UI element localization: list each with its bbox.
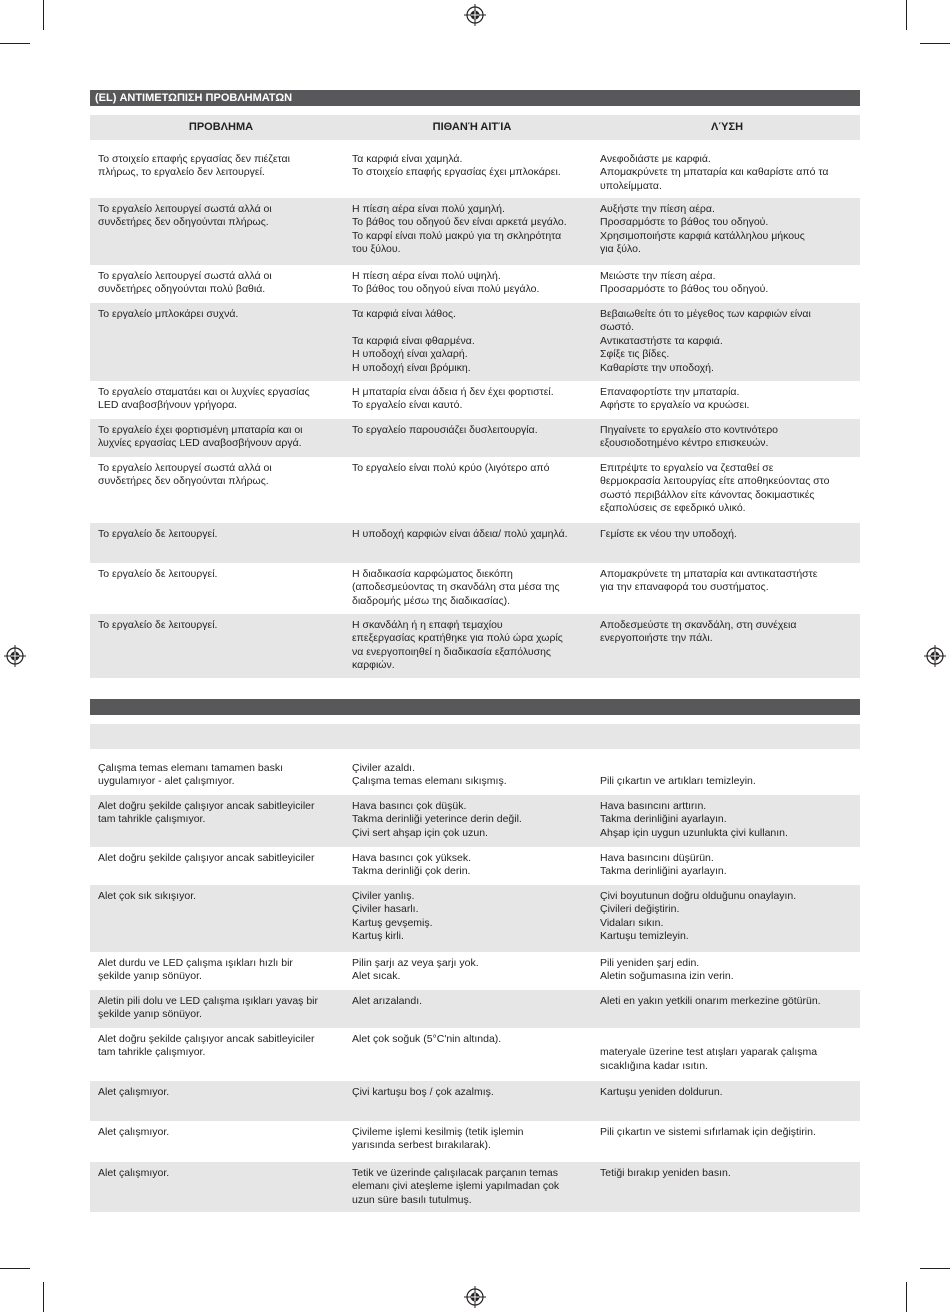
table-row [90, 1162, 860, 1212]
cell-line: Alet çalışmıyor. [98, 1126, 170, 1138]
problem-cell [90, 568, 344, 614]
crop-mark [920, 1268, 950, 1269]
cell-line: Alet çok soğuk (5°C'nin altında). [352, 1033, 502, 1045]
cell-line: uzun süre basılı tutulmuş. [352, 1193, 472, 1206]
cell-line: Hava basıncı çok yüksek. [352, 852, 472, 864]
cell-line: Μειώστε την πίεση αέρα. [600, 270, 716, 282]
cell-line: tam tahrikle çalışmıyor. [98, 1046, 206, 1059]
cell-line: Σφίξε τις βίδες. [600, 348, 670, 361]
solution-cell [592, 957, 860, 990]
table-row [90, 265, 860, 303]
cell-line: LED αναβοσβήνουν γρήγορα. [98, 399, 238, 412]
problem-cell [90, 308, 344, 381]
problem-cell [90, 619, 344, 678]
table-row [90, 198, 860, 265]
header-problem: ΠΡΟΒΛΗΜΑ [188, 121, 254, 133]
problem-cell [90, 528, 344, 563]
cell-line: Το βάθος του οδηγού είναι πολύ μεγάλο. [352, 283, 540, 296]
cell-line [352, 321, 592, 334]
cell-line: Η διαδικασία καρφώματος διεκόπη [352, 568, 513, 580]
table-header [90, 115, 860, 140]
problem-cell [90, 957, 344, 990]
cell-line: συνδετήρες δεν οδηγούνται πλήρως. [98, 475, 269, 488]
cell-line: Takma derinliği çok derin. [352, 865, 471, 878]
cause-cell [344, 762, 592, 795]
cell-line: Η υποδοχή καρφιών είναι άδεια/ πολύ χαμηλά. [352, 528, 568, 540]
cell-line: Alet çok sık sıkışıyor. [98, 890, 197, 902]
section-title [90, 699, 860, 715]
cause-cell [344, 528, 592, 563]
cell-line: Αφήστε το εργαλείο να κρυώσει. [600, 399, 750, 412]
cell-line: Αντικαταστήστε τα καρφιά. [600, 334, 723, 347]
cause-cell [344, 1033, 592, 1081]
solution-cell [592, 308, 860, 381]
solution-cell [592, 995, 860, 1028]
registration-mark-icon [464, 1286, 486, 1308]
table-row [90, 1121, 860, 1162]
problem-cell [90, 270, 344, 303]
cell-line: Çiviler hasarlı. [352, 903, 419, 916]
table-row [90, 795, 860, 847]
cell-line: Kartuş gevşemiş. [352, 916, 433, 929]
cell-line: Takma derinliğini ayarlayın. [600, 813, 727, 826]
solution-cell [592, 270, 860, 303]
cell-line: Το στοιχείο επαφής εργασίας δεν πιέζεται [98, 153, 290, 165]
cell-line: elemanı çivi ateşleme işlemi yapılmadan çok [352, 1180, 560, 1193]
problem-cell [90, 852, 344, 885]
registration-mark-icon [464, 4, 486, 26]
solution-cell [592, 800, 860, 847]
cell-line: Η πίεση αέρα είναι πολύ υψηλή. [352, 270, 501, 282]
cell-line: σωστό περιβάλλον είτε κάνοντας δοκιμαστικές [600, 488, 815, 501]
cell-line: συνδετήρες δεν οδηγούνται πλήρως. [98, 216, 269, 229]
crop-mark [0, 43, 30, 44]
header-solution: ΛΎΣΗ [710, 121, 744, 133]
cell-line: Takma derinliği yeterince derin değil. [352, 813, 522, 826]
cause-cell [344, 1126, 592, 1162]
cause-cell [344, 568, 592, 614]
cell-line: Το εργαλείο δε λειτουργεί. [98, 568, 218, 580]
crop-mark [906, 0, 907, 30]
cause-cell [344, 386, 592, 419]
cell-line: Aletin pili dolu ve LED çalışma ışıkları yavaş bir [98, 995, 319, 1007]
cause-cell [344, 800, 592, 847]
cell-line: Ahşap için uygun uzunlukta çivi kullanın. [600, 826, 788, 839]
problem-cell [90, 386, 344, 419]
cause-cell [344, 890, 592, 952]
problem-cell [90, 462, 344, 523]
cell-line: Kartuş kirli. [352, 930, 404, 943]
table-body [90, 148, 860, 678]
cell-line: να ενεργοποιηθεί η διαδικασία εξαπόλυσης [352, 645, 551, 658]
cell-line: Η σκανδάλη ή η επαφή τεμαχίου [352, 619, 503, 631]
registration-mark-icon [924, 645, 946, 667]
solution-cell [592, 386, 860, 419]
problem-cell [90, 800, 344, 847]
cell-line: εξαπολύσεις σε εφεδρικό υλικό. [600, 502, 746, 515]
table-row [90, 563, 860, 614]
cell-line: Το εργαλείο δε λειτουργεί. [98, 528, 218, 540]
cell-line: Προσαρμόστε το βάθος του οδηγού. [600, 216, 769, 229]
cause-cell [344, 308, 592, 381]
troubleshooting-section-el [90, 90, 860, 678]
cell-line: Pili çıkartın ve artıkları temizleyin. [600, 775, 756, 788]
cell-line: Το εργαλείο είναι καυτό. [352, 399, 463, 412]
cell-line: materyale üzerine test atışları yaparak çalışma [600, 1046, 818, 1059]
table-row [90, 952, 860, 990]
cell-line: Αυξήστε την πίεση αέρα. [600, 203, 715, 215]
cell-line: Η υποδοχή είναι χαλαρή. [352, 348, 468, 361]
cell-line: Το εργαλείο δε λειτουργεί. [98, 619, 218, 631]
cell-line: Çalışma temas elemanı tamamen baskı [98, 762, 283, 774]
cell-line: Το εργαλείο λειτουργεί σωστά αλλά οι [98, 270, 272, 282]
header-solution [592, 724, 860, 749]
cell-line: Hava basıncını arttırın. [600, 800, 707, 812]
cell-line: υπολείμματα. [600, 179, 662, 192]
cell-line: Hava basıncını düşürün. [600, 852, 714, 864]
solution-cell [592, 1126, 860, 1162]
table-row [90, 457, 860, 523]
cell-line: Το εργαλείο λειτουργεί σωστά αλλά οι [98, 462, 272, 474]
cell-line: λυχνίες εργασίας LED αναβοσβήνουν αργά. [98, 437, 302, 450]
solution-cell [592, 762, 860, 795]
cause-cell [344, 957, 592, 990]
cell-line: για την επαναφορά του συστήματος. [600, 581, 769, 594]
solution-cell [592, 852, 860, 885]
cell-line: Çalışma temas elemanı sıkışmış. [352, 775, 507, 788]
cell-line: Pilin şarjı az veya şarjı yok. [352, 957, 479, 969]
cell-line: εξουσιοδοτημένο κέντρο επισκευών. [600, 437, 769, 450]
cell-line: Γεμίστε εκ νέου την υποδοχή. [600, 528, 737, 540]
header-cause [344, 724, 592, 749]
table-row [90, 614, 860, 678]
solution-cell [592, 1033, 860, 1081]
cell-line: Τα καρφιά είναι λάθος. [352, 308, 456, 320]
cell-line: διαδρομής μέσω της διαδικασίας). [352, 594, 511, 607]
cell-line: Pili çıkartın ve sistemi sıfırlamak için değiştirin. [600, 1126, 816, 1138]
table-row [90, 757, 860, 795]
cell-line: Alet doğru şekilde çalışıyor ancak sabitleyiciler [98, 1033, 315, 1045]
problem-cell [90, 424, 344, 457]
cell-line: Το στοιχείο επαφής εργασίας έχει μπλοκάρει. [352, 166, 561, 179]
cause-cell [344, 1167, 592, 1212]
cell-line: θερμοκρασία λειτουργίας είτε αποθηκεύοντας στο [600, 475, 830, 488]
cell-line: Kartuşu temizleyin. [600, 930, 689, 943]
cell-line: Το βάθος του οδηγού δεν είναι αρκετά μεγάλο. [352, 216, 567, 229]
cell-line: Alet durdu ve LED çalışma ışıkları hızlı bir [98, 957, 293, 969]
cell-line: Αποδεσμεύστε τη σκανδάλη, στη συνέχεια [600, 619, 797, 631]
cell-line: Επαναφορτίστε την μπαταρία. [600, 386, 740, 398]
crop-mark [43, 1282, 44, 1312]
problem-cell [90, 762, 344, 795]
cell-line: Takma derinliğini ayarlayın. [600, 865, 727, 878]
table-row [90, 523, 860, 563]
cell-line: Alet doğru şekilde çalışıyor ancak sabitleyiciler [98, 852, 315, 864]
cell-line: πλήρως, το εργαλείο δεν λειτουργεί. [98, 166, 265, 179]
cell-line: Alet sıcak. [352, 970, 401, 983]
cell-line: Η μπαταρία είναι άδεια ή δεν έχει φορτιστεί. [352, 386, 554, 398]
troubleshooting-section-tr [90, 699, 860, 1212]
cell-line: Το εργαλείο είναι πολύ κρύο (λιγότερο από [352, 462, 550, 474]
cause-cell [344, 462, 592, 523]
solution-cell [592, 462, 860, 523]
cell-line: καρφιών. [352, 659, 395, 672]
cell-line: Kartuşu yeniden doldurun. [600, 1086, 723, 1098]
cell-line: Απομακρύνετε τη μπαταρία και καθαρίστε από τα [600, 166, 829, 179]
cell-line: Pili yeniden şarj edin. [600, 957, 700, 969]
cell-line: sıcaklığına kadar ısıtın. [600, 1059, 708, 1072]
cell-line: Tetik ve üzerinde çalışılacak parçanın temas [352, 1167, 559, 1179]
solution-cell [592, 1167, 860, 1212]
section-title: (EL) ΑΝΤΙΜΕΤΩΠΙΣΗ ΠΡΟΒΛΗΜΑΤΩΝ [90, 90, 860, 106]
table-row [90, 419, 860, 457]
cell-line: Vidaları sıkın. [600, 916, 664, 929]
cell-line: Alet arızalandı. [352, 995, 423, 1007]
header-problem [90, 724, 344, 749]
cause-cell [344, 203, 592, 265]
header-cause: ΠΙΘΑΝΉ ΑΙΤΊΑ [432, 121, 512, 133]
cell-line: Τα καρφιά είναι χαμηλά. [352, 153, 463, 165]
cell-line: Ανεφοδιάστε με καρφιά. [600, 153, 711, 165]
cell-line: Καθαρίστε την υποδοχή. [600, 361, 714, 374]
cell-line: Η πίεση αέρα είναι πολύ χαμηλή. [352, 203, 505, 215]
solution-cell [592, 1086, 860, 1121]
cell-line: Βεβαιωθείτε ότι το μέγεθος των καρφιών είναι [600, 308, 811, 320]
cell-line: Tetiği bırakıp yeniden basın. [600, 1167, 731, 1179]
cell-line: uygulamıyor - alet çalışmıyor. [98, 775, 235, 788]
cell-line: συνδετήρες οδηγούνται πολύ βαθιά. [98, 283, 266, 296]
crop-mark [906, 1282, 907, 1312]
cell-line: επεξεργασίας κρατήθηκε για πολύ ώρα χωρίς [352, 632, 563, 645]
cause-cell [344, 852, 592, 885]
cell-line: Χρησιμοποιήστε καρφιά κατάλληλου μήκους [600, 229, 805, 242]
cell-line: Το εργαλείο παρουσιάζει δυσλειτουργία. [352, 424, 538, 436]
cell-line: ενεργοποιήστε την πάλι. [600, 632, 713, 645]
cell-line: σωστό. [600, 321, 635, 334]
crop-mark [920, 43, 950, 44]
problem-cell [90, 153, 344, 198]
solution-cell [592, 890, 860, 952]
problem-cell [90, 1126, 344, 1162]
problem-cell [90, 203, 344, 265]
table-row [90, 1081, 860, 1121]
cell-line: Aleti en yakın yetkili onarım merkezine götürün. [600, 995, 821, 1007]
cell-line: Προσαρμόστε το βάθος του οδηγού. [600, 283, 769, 296]
cell-line: Hava basıncı çok düşük. [352, 800, 467, 812]
cell-line: tam tahrikle çalışmıyor. [98, 813, 206, 826]
cause-cell [344, 424, 592, 457]
cell-line: Aletin soğumasına izin verin. [600, 970, 734, 983]
cause-cell [344, 153, 592, 198]
cell-line: şekilde yanıp sönüyor. [98, 1008, 202, 1021]
cell-line: Το εργαλείο μπλοκάρει συχνά. [98, 308, 239, 320]
cell-line: του ξύλου. [352, 243, 401, 256]
cell-line: Το εργαλείο λειτουργεί σωστά αλλά οι [98, 203, 272, 215]
crop-mark [43, 0, 44, 30]
cell-line: Το εργαλείο σταματάει και οι λυχνίες εργασίας [98, 386, 310, 398]
solution-cell [592, 203, 860, 265]
crop-mark [0, 1268, 30, 1269]
cell-line: για ξύλο. [600, 243, 641, 256]
problem-cell [90, 1086, 344, 1121]
cell-line: Alet doğru şekilde çalışıyor ancak sabitleyiciler [98, 800, 315, 812]
problem-cell [90, 890, 344, 952]
cause-cell [344, 1086, 592, 1121]
solution-cell [592, 568, 860, 614]
problem-cell [90, 1167, 344, 1212]
table-body [90, 757, 860, 1212]
cause-cell [344, 995, 592, 1028]
registration-mark-icon [4, 645, 26, 667]
cell-line: Alet çalışmıyor. [98, 1086, 170, 1098]
cell-line: Çivi boyutunun doğru olduğunu onaylayın. [600, 890, 797, 902]
table-row [90, 847, 860, 885]
cell-line: Πηγαίνετε το εργαλείο στο κοντινότερο [600, 424, 779, 436]
cell-line: Çiviler yanlış. [352, 890, 415, 902]
solution-cell [592, 424, 860, 457]
cell-line: Çiviler azaldı. [352, 762, 416, 774]
cell-line: Τα καρφιά είναι φθαρμένα. [352, 334, 475, 347]
cell-line: yarısında serbest bırakılarak). [352, 1139, 491, 1152]
cell-line: Επιτρέψτε το εργαλείο να ζεσταθεί σε [600, 462, 774, 474]
table-row [90, 885, 860, 952]
cell-line: (αποδεσμεύοντας τη σκανδάλη στα μέσα της [352, 581, 560, 594]
cell-line [600, 1033, 854, 1046]
cell-line: Çivileme işlemi kesilmiş (tetik işlemin [352, 1126, 524, 1138]
problem-cell [90, 1033, 344, 1081]
cell-line: Απομακρύνετε τη μπαταρία και αντικαταστήστε [600, 568, 818, 580]
table-row [90, 148, 860, 198]
table-row [90, 990, 860, 1028]
cell-line: Το εργαλείο έχει φορτισμένη μπαταρία και οι [98, 424, 303, 436]
cell-line: Alet çalışmıyor. [98, 1167, 170, 1179]
cell-line: Çivi sert ahşap için çok uzun. [352, 826, 488, 839]
solution-cell [592, 619, 860, 678]
table-header [90, 724, 860, 749]
cell-line: Çivileri değiştirin. [600, 903, 680, 916]
cell-line: Το καρφί είναι πολύ μακρύ για τη σκληρότητα [352, 229, 562, 242]
cause-cell [344, 619, 592, 678]
cell-line: Η υποδοχή είναι βρόμικη. [352, 361, 471, 374]
cell-line: şekilde yanıp sönüyor. [98, 970, 202, 983]
table-row [90, 303, 860, 381]
problem-cell [90, 995, 344, 1028]
table-row [90, 1028, 860, 1081]
solution-cell [592, 528, 860, 563]
cell-line [600, 762, 854, 775]
cause-cell [344, 270, 592, 303]
cell-line: Çivi kartuşu boş / çok azalmış. [352, 1086, 494, 1098]
table-row [90, 381, 860, 419]
solution-cell [592, 153, 860, 198]
